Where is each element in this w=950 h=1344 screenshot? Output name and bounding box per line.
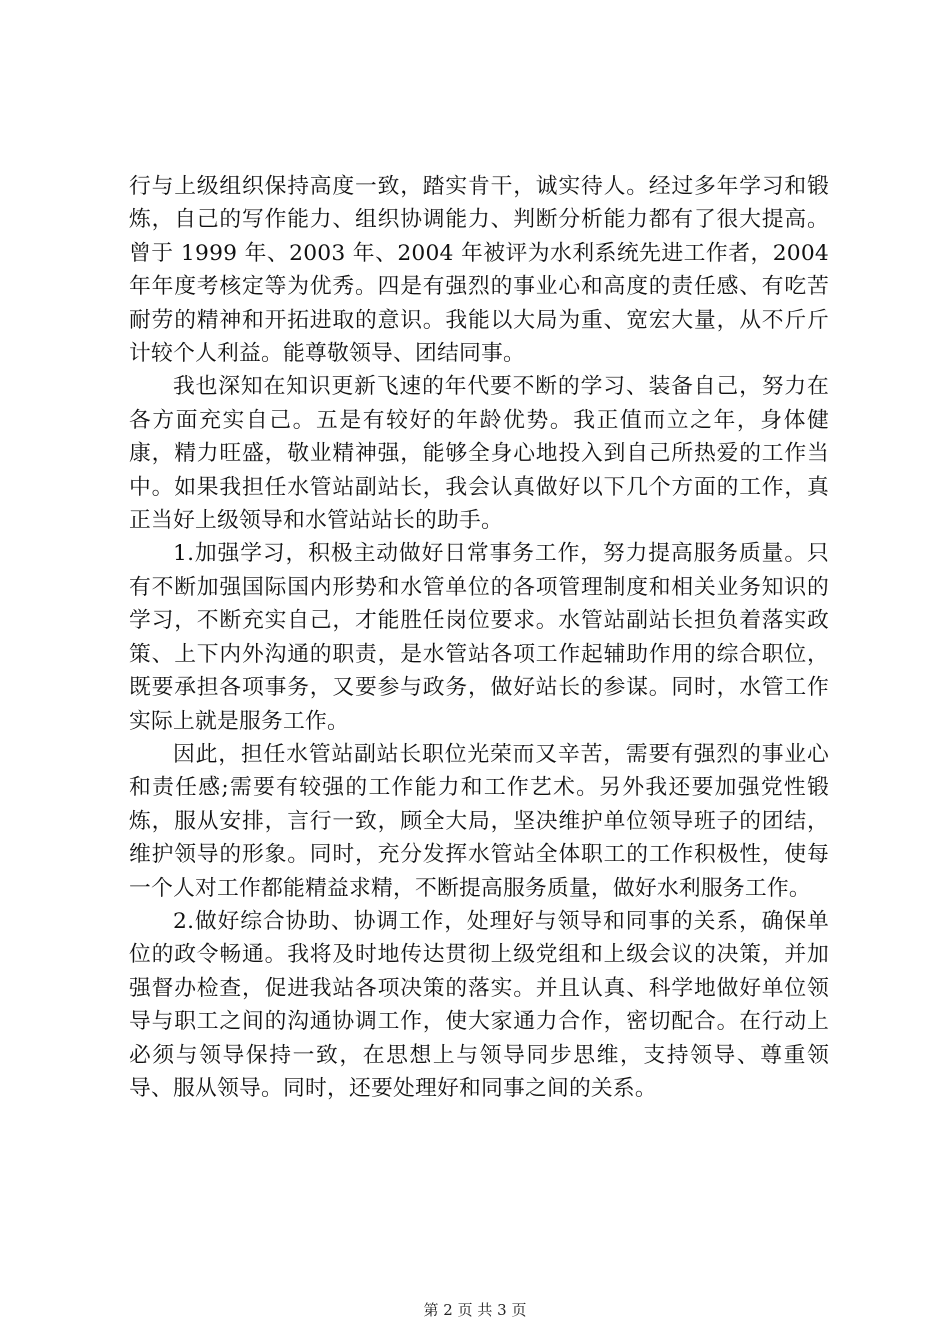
document-body — [129, 170, 829, 1105]
paragraph-responsibility: 因此，担任水管站副站长职位光荣而又辛苦，需要有强烈的事业心和责任感;需要有较强的工作能力和工作艺术。另外我还要加强党性锻炼，服从安排，言行一致，顾全大局，坚决维护单位领导班子的团结，维护领导的形象。同时，充分发挥水管站全体职工的工作积极性，使每一个人对工作都能精益求精，不断提高服务质量，做好水利服务工作。 — [129, 741, 829, 901]
paragraph-self-improvement: 我也深知在知识更新飞速的年代要不断的学习、装备自己，努力在各方面充实自己。五是有较好的年龄优势。我正值而立之年，身体健康，精力旺盛，敬业精神强，能够全身心地投入到自己所热爱的工作当中。如果我担任水管站副站长，我会认真做好以下几个方面的工作，真正当好上级领导和水管站站长的助手。 — [129, 374, 829, 534]
paragraph-item-2: 2.做好综合协助、协调工作，处理好与领导和同事的关系，确保单位的政令畅通。我将及时地传达贯彻上级党组和上级会议的决策，并加强督办检查，促进我站各项决策的落实。并且认真、科学地做好单位领导与职工之间的沟通协调工作，使大家通力合作，密切配合。在行动上必须与领导保持一致，在思想上与领导同步思维，支持领导、尊重领导、服从领导。同时，还要处理好和同事之间的关系。 — [129, 908, 829, 1101]
paragraph-continuation: 行与上级组织保持高度一致，踏实肯干，诚实待人。经过多年学习和锻炼，自己的写作能力、组织协调能力、判断分析能力都有了很大提高。曾于 1999 年、2003 年、2004 年被评为水利系统先进工作者，2004 年年度考核定等为优秀。四是有强烈的事业心和高度的责任感、有吃苦耐劳的精神和开拓进取的意识。我能以大局为重、宽宏大量，从不斤斤计较个人利益。能尊敬领导、团结同事。 — [129, 174, 829, 367]
paragraph-item-1: 1.加强学习，积极主动做好日常事务工作，努力提高服务质量。只有不断加强国际国内形势和水管单位的各项管理制度和相关业务知识的学习，不断充实自己，才能胜任岗位要求。水管站副站长担负着落实政策、上下内外沟通的职责，是水管站各项工作起辅助作用的综合职位，既要承担各项事务，又要参与政务，做好站长的参谋。同时，水管工作实际上就是服务工作。 — [129, 541, 829, 734]
page-footer: 第 2 页 共 3 页 — [423, 1301, 527, 1319]
